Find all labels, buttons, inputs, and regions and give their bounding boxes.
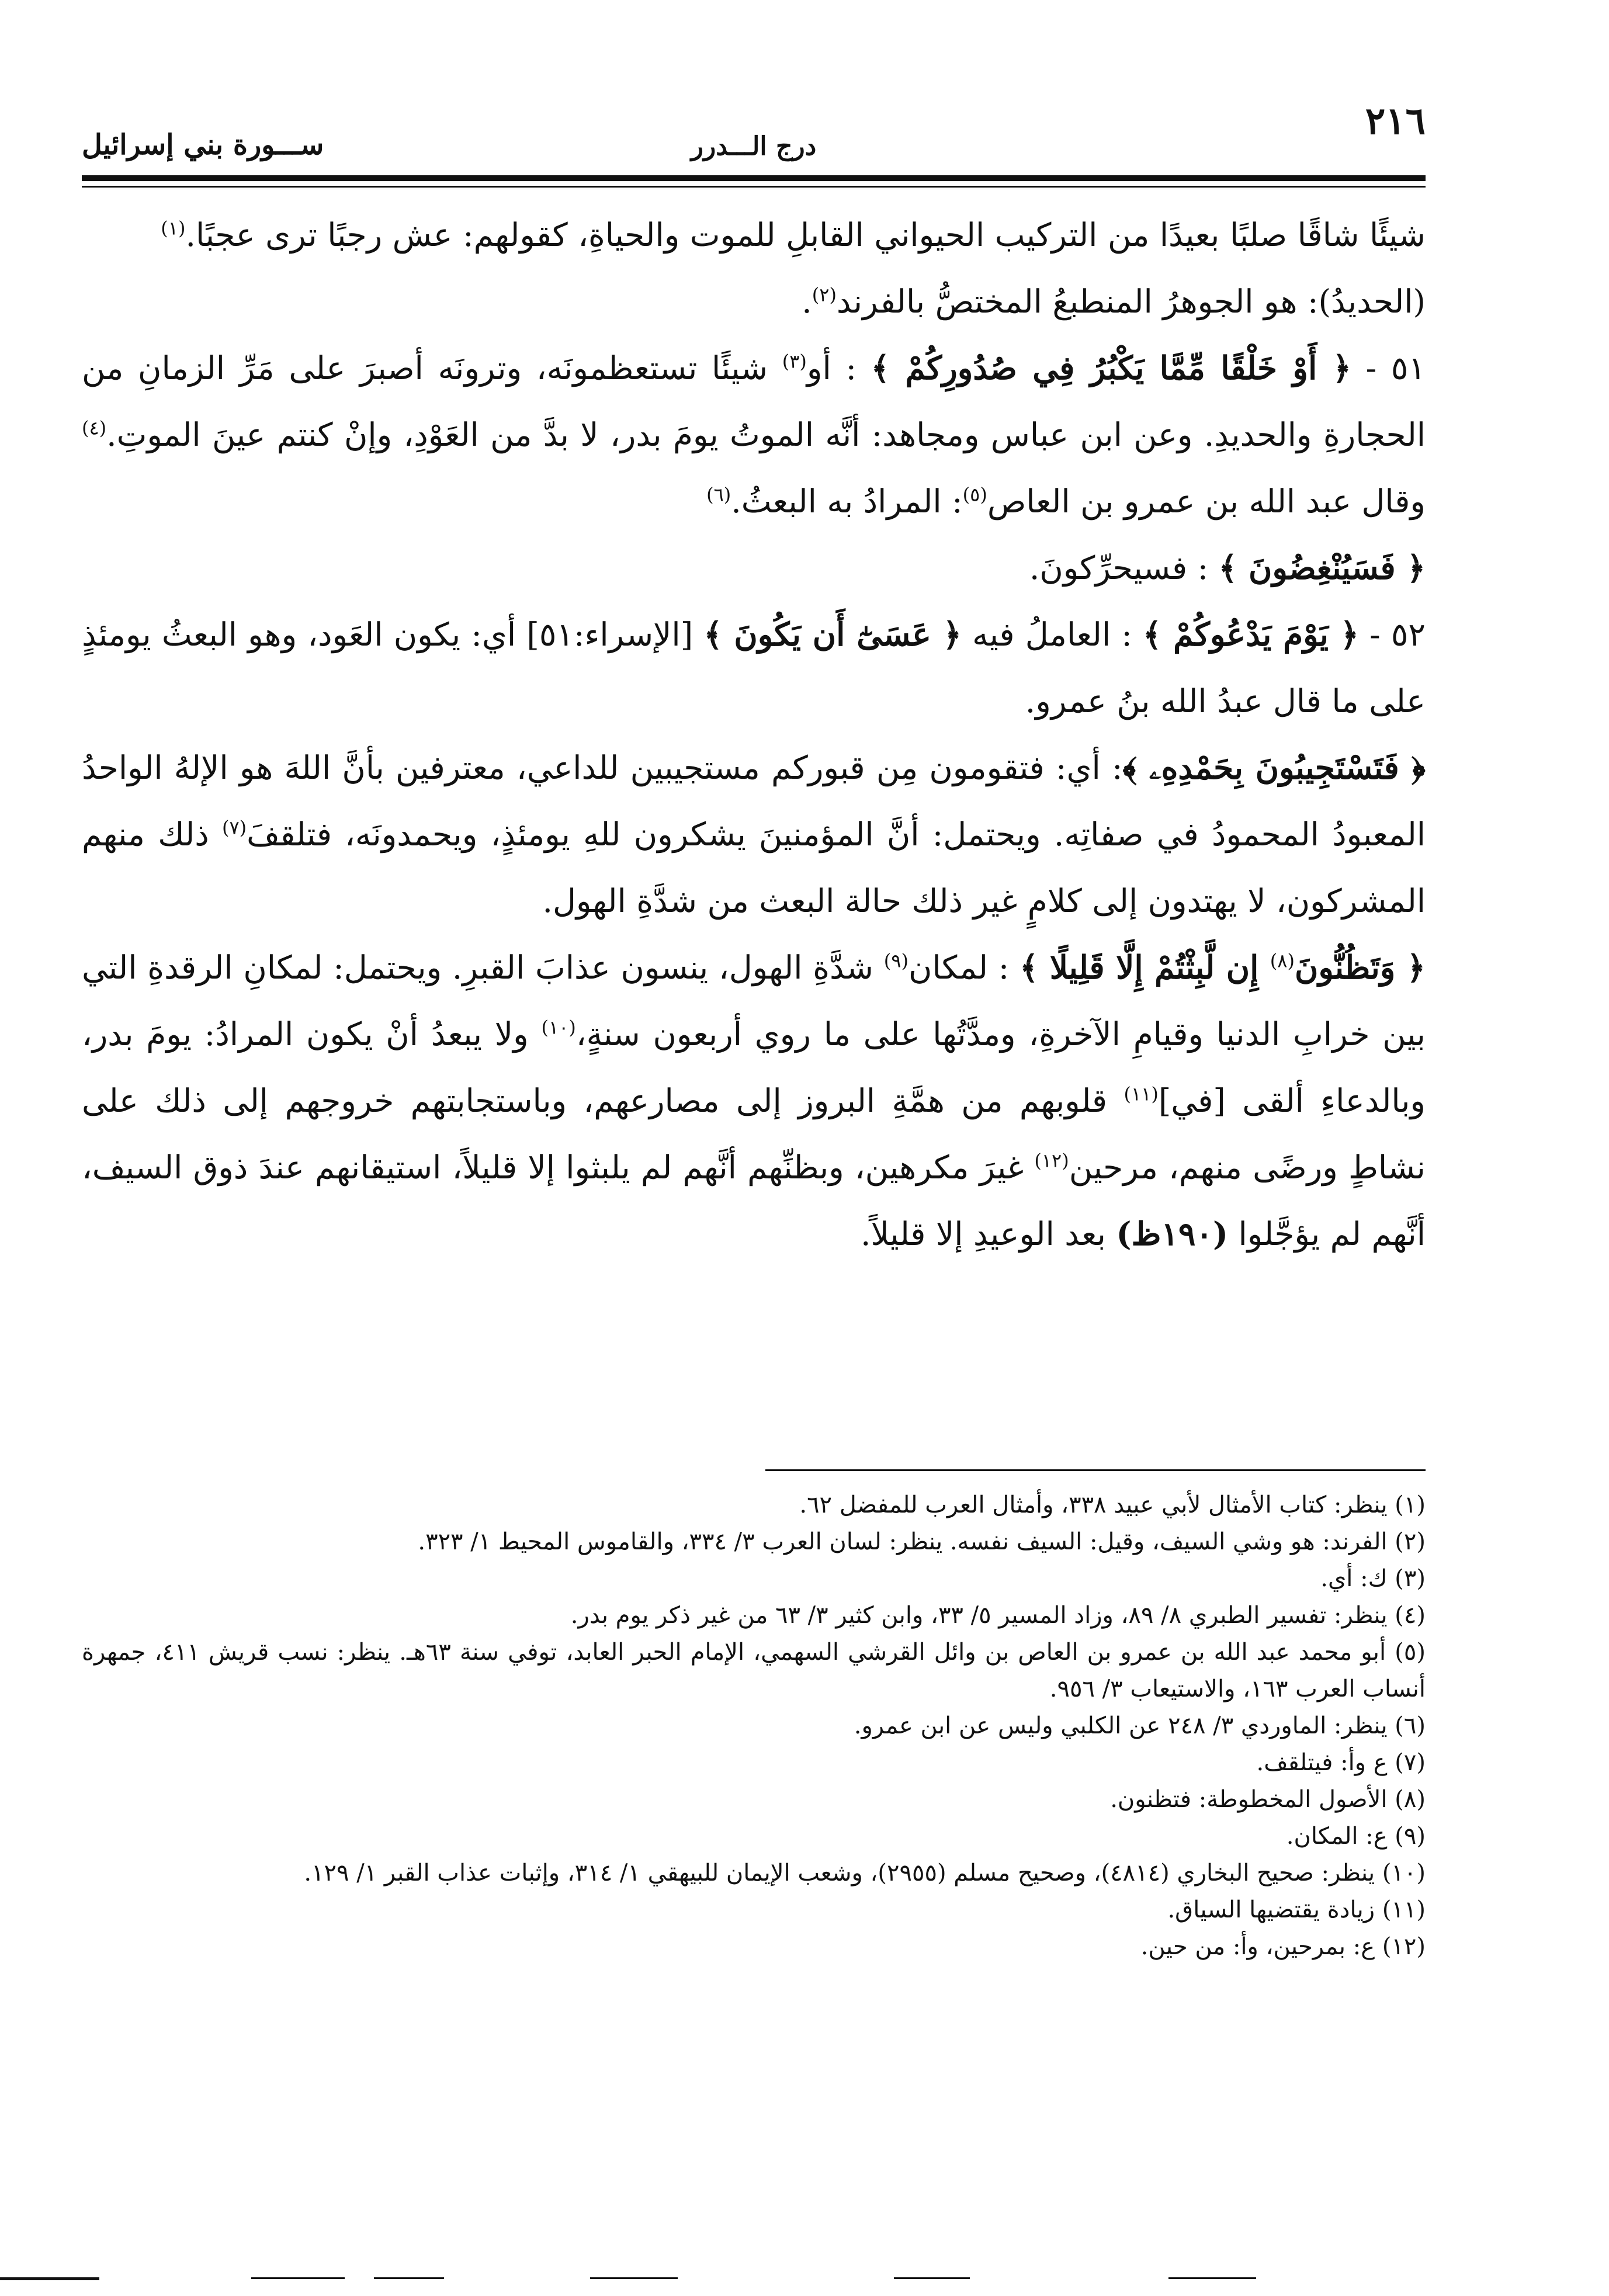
surah-name: ســـورة بني إسرائيل: [82, 129, 324, 161]
paragraph-7: [82, 934, 1426, 1267]
quran-verse: ﴿ فَتَسْتَجِيبُونَ بِحَمْدِهِۦ ﴾: [1122, 748, 1426, 786]
paragraph-text: بعد الوعيدِ إلا قليلاً.: [861, 1215, 1116, 1253]
running-head-title: درج الـــدرر: [691, 131, 817, 161]
footnote-1: (١) ينظر: كتاب الأمثال لأبي عبيد ٣٣٨، وأمثال العرب للمفضل ٦٢.: [799, 1492, 1426, 1518]
verse-number: ٥٢ -: [1358, 616, 1426, 653]
paragraph-text: (الحديدُ): هو الجوهرُ المنطبعُ المختصُّ بالفرند: [836, 283, 1426, 320]
page-header: [82, 99, 1426, 169]
paragraph-text: شيئًا تستعظمونَه، وترونَه أصبرَ على مَرِّ الزمانِ من الحجارةِ والحديدِ. وعن ابن عباس ومجاهد: أنَّه الموتُ يومَ بدر، لا بدَّ من العَوْدِ، وإنْ كنتم عينَ الموتِ.: [82, 349, 1426, 453]
footnote-ref: (٨): [1270, 949, 1295, 972]
footnote-ref: (٤): [82, 417, 107, 439]
paragraph-text: : العاملُ فيه: [962, 616, 1143, 653]
footnote-ref: (٢): [812, 283, 837, 306]
footnote-ref: (٦): [706, 483, 731, 506]
footnote-7: (٧) ع وأ: فيتلقف.: [1256, 1749, 1426, 1776]
paragraph-text: غيرَ مكرهين، وبظنِّهم أنَّهم لم يلبثوا إلا قليلاً، استيقانهم عندَ ذوق السيف، أنَّهم لم يؤجَّلوا: [82, 1149, 1426, 1253]
main-text: [82, 202, 1426, 1267]
footnote-11: (١١) زيادة يقتضيها السياق.: [1167, 1896, 1426, 1923]
scan-edge-mark: [0, 2277, 99, 2280]
verse-number: ٥١ -: [1351, 349, 1426, 387]
footnote-6: (٦) ينظر: الماوردي ٣/ ٢٤٨ عن الكلبي وليس عن ابن عمرو.: [854, 1712, 1426, 1739]
footnote-8: (٨) الأصول المخطوطة: فتظنون.: [1110, 1786, 1426, 1813]
page-number: ٢١٦: [1365, 99, 1426, 143]
paragraph-text: : فسيحرِّكونَ.: [1029, 549, 1219, 587]
footnote-ref: (١٠): [541, 1016, 576, 1039]
paragraph-text: : لمكان: [908, 949, 1020, 986]
paragraph-text: : أي: فتقومون مِن قبوركم مستجيبين للداعي، معترفين بأنَّ اللهَ هو الإلهُ الواحدُ المعبودُ المحمودُ في صفاتِه. ويحتمل: أنَّ المؤمنينَ يشكرون للهِ يومئذٍ، ويحمدونَه، فتلقفَ: [82, 749, 1426, 853]
paragraph-text: ذلك منهم المشركون، لا يهتدون إلى كلامٍ غير ذلك حالة البعث من شدَّةِ الهول.: [82, 816, 1426, 920]
paragraph-text: شيئًا شاقًا صلبًا بعيدًا من التركيب الحيواني القابلِ للموت والحياةِ، كقولهم: عش رجبًا ترى عجبًا.: [185, 216, 1426, 254]
footnote-3: (٣) ك: أي.: [1320, 1565, 1426, 1592]
paragraph-text: ولا يبعدُ أنْ يكون المرادُ: يومَ بدر، وبالدعاءِ ألقى [في]: [82, 1015, 1426, 1119]
scan-edge-mark: [1168, 2277, 1256, 2279]
paragraph-6: [82, 734, 1426, 934]
quran-verse: ﴿ وَتَظُنُّونَ: [1294, 948, 1426, 986]
paragraph-text: [الإسراء:٥١] أي: يكون العَود، وهو البعثُ يومئذٍ على ما قال عبدُ الله بنُ عمرو.: [82, 616, 1426, 720]
footnote-ref: (٩): [883, 949, 908, 972]
footnote-12: (١٢) ع: بمرحين، وأ: من حين.: [1140, 1933, 1426, 1960]
quran-verse: ﴿ عَسَىٰٓ أَن يَكُونَ ﴾: [703, 615, 962, 653]
scan-edge-mark: [374, 2277, 444, 2279]
scan-edge-mark: [251, 2277, 345, 2279]
footnote-ref: (٥): [962, 483, 987, 506]
footnote-ref: (٣): [782, 350, 807, 373]
paragraph-5: [82, 601, 1426, 734]
quran-verse: إِن لَّبِثْتُمْ إِلَّا قَلِيلًا ﴾: [1020, 948, 1270, 986]
footnote-2: (٢) الفرند: هو وشي السيف، وقيل: السيف نفسه. ينظر: لسان العرب ٣/ ٣٣٤، والقاموس المحيط ١/ ٣٢٣.: [418, 1528, 1426, 1555]
header-rule-thin: [82, 186, 1426, 188]
footnote-separator: [765, 1469, 1426, 1471]
footnote-ref: (٧): [221, 816, 247, 839]
paragraph-text: وقال عبد الله بن عمرو بن العاص: [987, 483, 1426, 520]
footnote-ref: (١١): [1123, 1083, 1159, 1105]
paragraph-1: [82, 202, 1426, 268]
footnote-4: (٤) ينظر: تفسير الطبري ٨/ ٨٩، وزاد المسير ٥/ ٣٣، وابن كثير ٣/ ٦٣ من غير ذكر يوم بدر.: [570, 1602, 1426, 1629]
paragraph-text: .: [802, 283, 812, 320]
scan-edge-mark: [894, 2277, 970, 2279]
quran-verse: ﴿ فَسَيُنْغِضُونَ ﴾: [1218, 549, 1426, 587]
footnote-9: (٩) ع: المكان.: [1286, 1823, 1426, 1850]
footnote-ref: (١): [161, 217, 186, 240]
paragraph-text: شدَّةِ الهول، ينسون عذابَ القبرِ. ويحتمل: لمكانِ الرقدةِ التي بين خرابِ الدنيا وقيامِ الآخرةِ، ومدَّتُها على ما روي أربعون سنةٍ،: [82, 949, 1426, 1053]
header-rule-thick: [82, 175, 1426, 181]
paragraph-2: [82, 268, 1426, 335]
footnotes: [82, 1487, 1426, 1965]
footnote-5: (٥) أبو محمد عبد الله بن عمرو بن العاص بن وائل القرشي السهمي، الإمام الحبر العابد، توفي سنة ٦٣هـ. ينظر: نسب قريش ٤١١، جمهرة أنساب العرب ١٦٣، والاستيعاب ٣/ ٩٥٦.: [82, 1639, 1426, 1702]
quran-verse: ﴿ يَوْمَ يَدْعُوكُمْ ﴾: [1143, 615, 1359, 653]
paragraph-text: : المرادُ به البعثُ.: [731, 483, 963, 520]
paragraph-3: [82, 335, 1426, 535]
paragraph-text: : أو: [806, 349, 871, 387]
footnote-10: (١٠) ينظر: صحيح البخاري (٤٨١٤)، وصحيح مسلم (٢٩٥٥)، وشعب الإيمان للبيهقي ١/ ٣١٤، وإثبات عذاب القبر ١/ ١٢٩.: [304, 1860, 1426, 1886]
quran-verse: ﴿ أَوْ خَلْقًا مِّمَّا يَكْبُرُ فِي صُدُورِكُمْ ﴾: [871, 349, 1351, 387]
manuscript-folio-mark: (١٩٠ظ): [1116, 1215, 1229, 1253]
paragraph-4: [82, 535, 1426, 601]
footnote-ref: (١٢): [1034, 1149, 1069, 1172]
scan-edge-mark: [590, 2277, 678, 2279]
paragraph-text: قلوبهم من همَّةِ البروز إلى مصارعهم، وباستجابتهم خروجهم إلى ذلك على نشاطٍ ورضًى منهم، مرحين: [82, 1082, 1426, 1186]
